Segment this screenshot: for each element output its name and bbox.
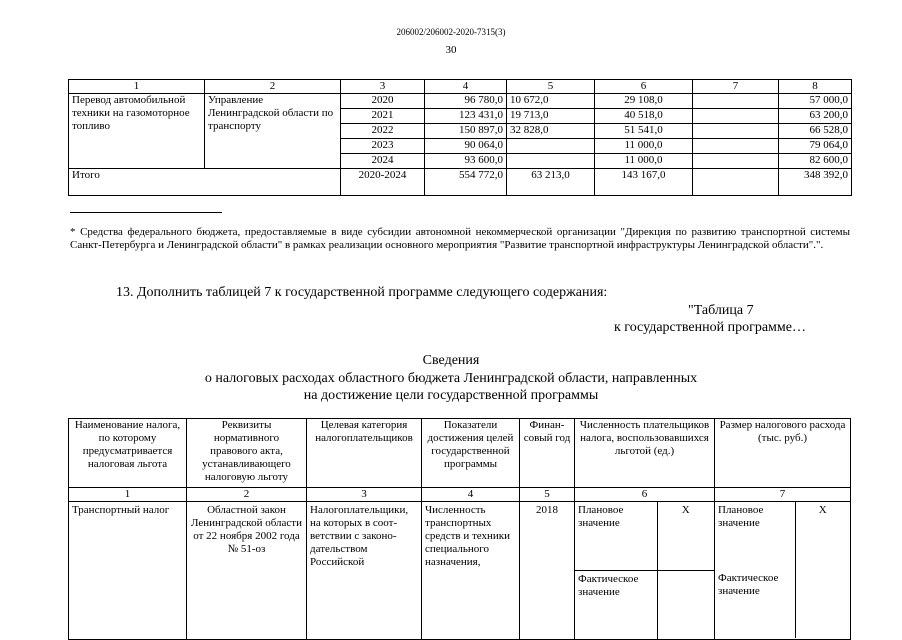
- table-row: [69, 502, 851, 640]
- value-cell: 66 528,0: [779, 124, 852, 139]
- actual-value: [657, 571, 714, 640]
- total-row: [69, 169, 852, 196]
- header-expenditure-size: Размер налогового расхода (тыс. руб.): [715, 419, 851, 488]
- value-cell: 40 518,0: [595, 109, 693, 124]
- col-number: 4: [422, 488, 520, 502]
- col-number: 5: [507, 80, 595, 94]
- col-number: 6: [575, 488, 715, 502]
- header-tax-name: Наименование налога, по которому предусматривается налоговая льгота: [69, 419, 187, 488]
- measure-cell: Перевод автомобильной техники на газомоторное топливо: [69, 94, 205, 169]
- footnote: * Средства федерального бюджета, предоставляемые в виде субсидии автономной некоммерческой организации "Дирекция по развитию транспортной системы Санкт-Петербурга и Ленинградской области" в рамках реализации основного мероприятия "Развитие транспортной инфраструктуры Ленинградской области".".: [70, 226, 850, 251]
- total-period: 2020-2024: [341, 169, 425, 196]
- page-number: 30: [445, 44, 457, 56]
- size-actual-label: Фактическое значение: [715, 570, 795, 638]
- total-value: 63 213,0: [507, 169, 595, 196]
- expenditure-size-cell: [715, 502, 851, 640]
- size-planned-value: X: [818, 504, 827, 516]
- value-cell: [693, 124, 779, 139]
- payers-count-cell: [575, 502, 715, 640]
- value-cell: 29 108,0: [595, 94, 693, 109]
- year-cell: 2020: [341, 94, 425, 109]
- paragraph-13: 13. Дополнить таблицей 7 к государственной программе следующего содержания:: [116, 285, 608, 300]
- col-number: 4: [425, 80, 507, 94]
- table-row: [69, 94, 852, 109]
- size-planned-label: Плановое значение: [715, 502, 795, 570]
- col-number: 3: [307, 488, 422, 502]
- value-cell: 19 713,0: [507, 109, 595, 124]
- header-indicators: Показатели достижения целей государственной программы: [422, 419, 520, 488]
- col-number: 1: [69, 80, 205, 94]
- section-title-line2: о налоговых расходах областного бюджета Ленинградской области, направленных: [204, 371, 698, 386]
- total-value: 348 392,0: [779, 169, 852, 196]
- value-cell: 96 780,0: [425, 94, 507, 109]
- value-cell: [693, 154, 779, 169]
- table7-caption-line2: к государственной программе…: [614, 320, 806, 335]
- year-cell: 2021: [341, 109, 425, 124]
- value-cell: 51 541,0: [595, 124, 693, 139]
- header-payers-count: Численность плательщиков налога, воспользовавшихся льготой (ед.): [575, 419, 715, 488]
- col-number: 7: [715, 488, 851, 502]
- header-target-category: Целевая категория налогоплательщиков: [307, 419, 422, 488]
- total-value: 143 167,0: [595, 169, 693, 196]
- year-cell: 2023: [341, 139, 425, 154]
- value-cell: 93 600,0: [425, 154, 507, 169]
- section-title-line1: Сведения: [422, 353, 480, 368]
- value-cell: 32 828,0: [507, 124, 595, 139]
- planned-label: Плановое значение: [575, 502, 657, 571]
- value-cell: [507, 154, 595, 169]
- total-label: Итого: [69, 169, 341, 196]
- section-title-line3: на достижение цели государственной программы: [303, 388, 599, 403]
- value-cell: 57 000,0: [779, 94, 852, 109]
- col-number: 2: [205, 80, 341, 94]
- footnote-separator: [70, 212, 222, 213]
- category-cell: Налогоплательщики, на которых в соот-ветствии с законо-дательством Российской: [307, 502, 422, 640]
- tax-cell: Транспортный налог: [69, 502, 187, 640]
- value-cell: 63 200,0: [779, 109, 852, 124]
- value-cell: [693, 109, 779, 124]
- funding-table: [68, 79, 852, 196]
- value-cell: [507, 139, 595, 154]
- table7-caption-line1: "Таблица 7: [688, 303, 754, 318]
- col-number: 8: [779, 80, 852, 94]
- col-number: 5: [520, 488, 575, 502]
- header-fiscal-year: Финан-совый год: [520, 419, 575, 488]
- year-cell: 2018: [520, 502, 575, 640]
- size-actual-value: [795, 570, 850, 638]
- indicators-cell: Численность транспортных средств и техники специального назначения,: [422, 502, 520, 640]
- total-value: [693, 169, 779, 196]
- col-number: 3: [341, 80, 425, 94]
- table-header-row: [69, 80, 852, 94]
- col-number: 2: [187, 488, 307, 502]
- document-code: 206002/206002-2020-7315(3): [396, 27, 506, 37]
- value-cell: 11 000,0: [595, 139, 693, 154]
- col-number: 1: [69, 488, 187, 502]
- planned-value: X: [681, 504, 690, 516]
- year-cell: 2024: [341, 154, 425, 169]
- year-cell: 2022: [341, 124, 425, 139]
- value-cell: [693, 94, 779, 109]
- actual-label: Фактическое значение: [575, 571, 657, 640]
- column-number-row: [69, 488, 851, 502]
- legal-act-cell: Областной закон Ленинградской области от 22 ноября 2002 года № 51-оз: [187, 502, 307, 640]
- header-legal-act: Реквизиты нормативного правового акта, устанавливающего налоговую льготу: [187, 419, 307, 488]
- total-value: 554 772,0: [425, 169, 507, 196]
- value-cell: 11 000,0: [595, 154, 693, 169]
- value-cell: 90 064,0: [425, 139, 507, 154]
- executor-cell: Управление Ленинградской области по транспорту: [205, 94, 341, 169]
- value-cell: 123 431,0: [425, 109, 507, 124]
- value-cell: [693, 139, 779, 154]
- value-cell: 10 672,0: [507, 94, 595, 109]
- value-cell: 79 064,0: [779, 139, 852, 154]
- value-cell: 150 897,0: [425, 124, 507, 139]
- col-number: 6: [595, 80, 693, 94]
- tax-expenditure-table: [68, 418, 851, 640]
- col-number: 7: [693, 80, 779, 94]
- table-header-row: [69, 419, 851, 488]
- value-cell: 82 600,0: [779, 154, 852, 169]
